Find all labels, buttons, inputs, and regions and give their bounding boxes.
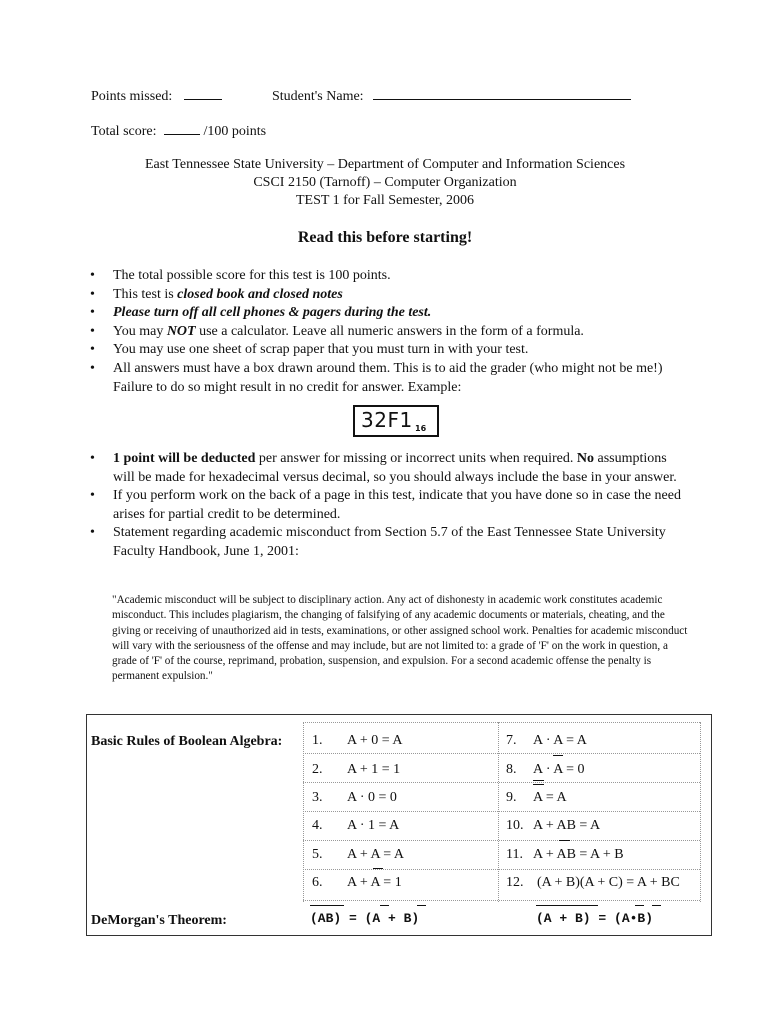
instructions-heading: Read this before starting! (297, 229, 473, 246)
misconduct-quote: "Academic misconduct will be subject to disciplinary action. Any act of dishonesty in academic work constitutes academic misconduct. This includes plagiarism, the changing of falsifying of any academic documents or materials, cheating, and the giving or receiving of unauthorized aid in tests, examinations, or other assigned school work. Penalties for academic misconduct will vary with the seriousness of the offense and may include, but are not limited to: a grade of 'F' on the work in question, a grade of 'F' of the course, reprimand, probation, suspension, and expulsion. For a second academic offense the penalty is permanent expulsion." (112, 594, 688, 683)
test-line: TEST 1 for Fall Semester, 2006 (295, 193, 475, 208)
demorgan-heading: DeMorgan's Theorem: (91, 913, 227, 928)
rule-10: 10. A + AB = A (506, 818, 601, 833)
list-item: • This test is closed book and closed notes (90, 286, 690, 305)
rule-2: 2. A + 1 = 1 (312, 762, 401, 777)
complement-bar (559, 840, 570, 841)
instructions-list-1 (90, 267, 690, 397)
complement-bar (533, 784, 544, 785)
instructions-list-2 (90, 450, 690, 562)
complement-bar (652, 905, 661, 906)
list-item: • Please turn off all cell phones & pagers during the test. (90, 304, 690, 323)
university-line: East Tennessee State University – Department of Computer and Information Sciences (144, 157, 626, 172)
divider (498, 722, 499, 902)
divider (303, 722, 700, 723)
list-item: • You may NOT use a calculator. Leave all numeric answers in the form of a formula. (90, 323, 690, 342)
list-item: • If you perform work on the back of a page in this test, indicate that you have done so in case the need arises for partial credit to be determined. (90, 487, 690, 524)
divider (303, 811, 700, 812)
total-score-blank[interactable] (164, 121, 200, 135)
divider (303, 869, 700, 870)
points-missed-row (91, 86, 222, 105)
total-score-row (91, 121, 266, 140)
rule-8: 8. A · A = 0 (506, 762, 585, 777)
divider (700, 722, 701, 902)
student-name-label: Student's Name: (272, 89, 364, 104)
divider (303, 753, 700, 754)
complement-bar (533, 780, 544, 781)
complement-bar (553, 755, 563, 756)
example-answer-box (353, 405, 439, 437)
list-item: • The total possible score for this test is 100 points. (90, 267, 690, 286)
rule-4: 4. A · 1 = A (312, 818, 400, 833)
complement-bar (310, 905, 344, 906)
demorgan-law-1: (AB) = (A + B) (310, 911, 420, 926)
complement-bar (635, 905, 644, 906)
divider (303, 900, 700, 901)
boolean-rules-heading: Basic Rules of Boolean Algebra: (91, 734, 283, 749)
total-score-label: Total score: (91, 124, 157, 139)
complement-bar (380, 905, 389, 906)
points-missed-blank[interactable] (184, 86, 222, 100)
rule-12: 12. (A + B)(A + C) = A + BC (506, 875, 680, 890)
complement-bar (417, 905, 426, 906)
example-subscript: 16 (415, 424, 427, 433)
student-name-row (272, 86, 631, 105)
rule-3: 3. A · 0 = 0 (312, 790, 397, 805)
example-value: 32F1 (361, 408, 413, 432)
complement-bar (536, 905, 598, 906)
list-item: • 1 point will be deducted per answer for missing or incorrect units when required. No assumptions will be made for hexadecimal versus decimal, so you should always include the base in your answer. (90, 450, 690, 487)
rule-7: 7. A · A = A (506, 733, 587, 748)
rule-5: 5. A + A = A (312, 847, 405, 862)
demorgan-law-2: (A + B) = (A•B) (536, 911, 654, 926)
rule-9: 9. A = A (506, 790, 567, 805)
student-name-blank[interactable] (373, 86, 631, 100)
divider (303, 782, 700, 783)
total-score-suffix: /100 points (203, 124, 267, 139)
course-line: CSCI 2150 (Tarnoff) – Computer Organization (253, 175, 517, 190)
points-missed-label: Points missed: (91, 89, 173, 104)
complement-bar (373, 868, 383, 869)
list-item: • You may use one sheet of scrap paper that you must turn in with your test. (90, 341, 690, 360)
rule-1: 1. A + 0 = A (312, 733, 403, 748)
divider (303, 840, 700, 841)
list-item: • All answers must have a box drawn around them. This is to aid the grader (who might not be me!) Failure to do so might result in no credit for answer. Example: (90, 360, 690, 397)
list-item: • Statement regarding academic misconduct from Section 5.7 of the East Tennessee State University Faculty Handbook, June 1, 2001: (90, 524, 690, 561)
rule-11: 11. A + AB = A + B (506, 847, 624, 862)
rule-6: 6. A + A = 1 (312, 875, 402, 890)
divider (303, 722, 304, 902)
